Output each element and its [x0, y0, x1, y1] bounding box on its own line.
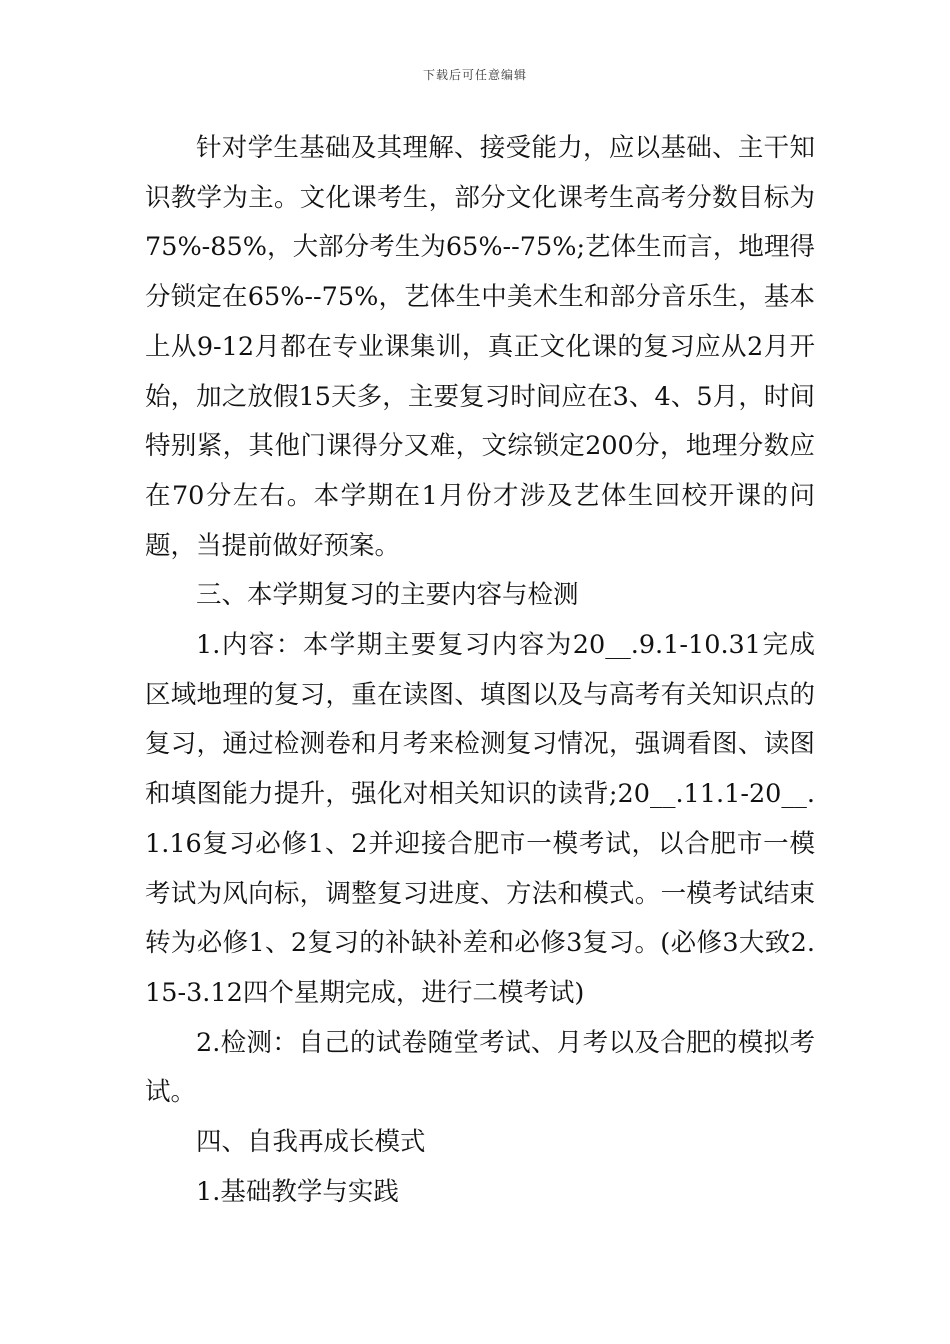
document-body — [145, 124, 815, 1217]
subheading-basic-teaching: 1.基础教学与实践 — [196, 1176, 399, 1207]
paragraph-testing: 2.检测：自己的试卷随堂考试、月考以及合肥的模拟考试。 — [145, 1027, 815, 1108]
section-heading-self-growth: 四、自我再成长模式 — [196, 1127, 426, 1158]
page-header: 下载后可任意编辑 — [422, 68, 527, 82]
paragraph-student-basis: 针对学生基础及其理解、接受能力，应以基础、主干知识教学为主。文化课考生，部分文化课考生高考分数目标为75%-85%，大部分考生为65%--75%;艺体生而言，地理得分锁定在65%--75%，艺体生中美术生和部分音乐生，基本上从9-12月都在专业课集训，真正文化课的复习应从2月开始，加之放假15天多，主要复习时间应在3、4、5月，时间特别紧，其他门课得分又难，文综锁定200分，地理分数应在70分左右。本学期在1月份才涉及艺体生回校开课的问题，当提前做好预案。 — [145, 133, 815, 561]
paragraph-content: 1.内容：本学期主要复习内容为20__.9.1-10.31完成区域地理的复习，重在读图、填图以及与高考有关知识点的复习，通过检测卷和月考来检测复习情况，强调看图、读图和填图能力提升，强化对相关知识的读背;20__.11.1-20__.1.16复习必修1、2并迎接合肥市一模考试，以合肥市一模考试为风向标，调整复习进度、方法和模式。一模考试结束转为必修1、2复习的补缺补差和必修3复习。(必修3大致2.15-3.12四个星期完成，进行二模考试) — [145, 630, 815, 1008]
section-heading-review-content: 三、本学期复习的主要内容与检测 — [196, 580, 579, 611]
